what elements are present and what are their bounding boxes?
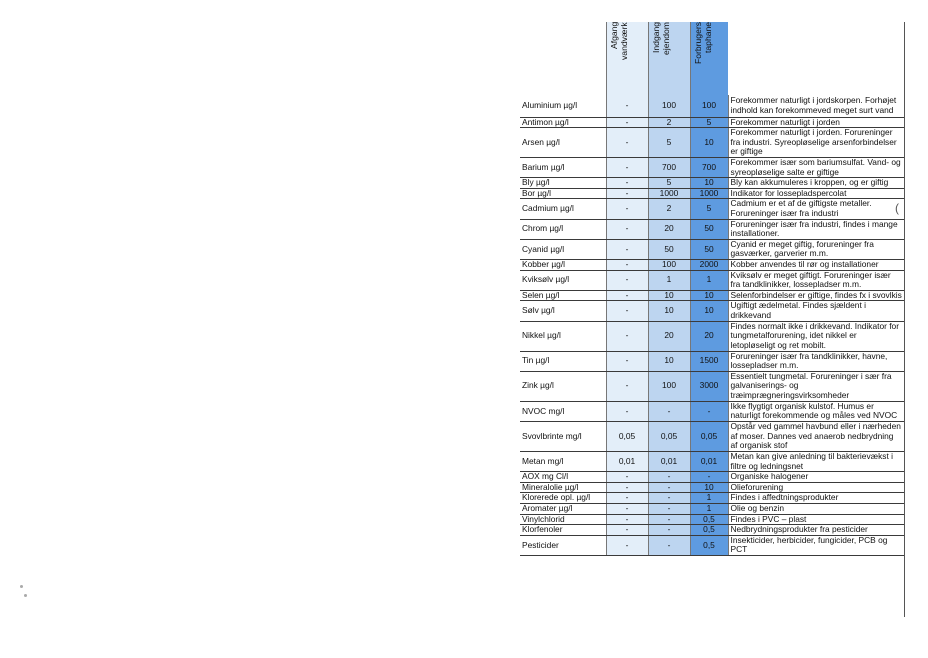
indgang-ejendom-cell: 1000 xyxy=(648,188,690,199)
table-row xyxy=(520,260,904,271)
indgang-ejendom-cell: 2 xyxy=(648,117,690,128)
afgang-vandvaerk-cell: - xyxy=(606,525,648,536)
forbrugers-taphane-cell: 10 xyxy=(690,178,728,189)
forbrugers-taphane-cell: - xyxy=(690,472,728,483)
param-cell: Nikkel µg/l xyxy=(520,321,606,351)
forbrugers-taphane-cell: 50 xyxy=(690,239,728,259)
indgang-ejendom-cell: 0,01 xyxy=(648,451,690,471)
table-row xyxy=(520,199,904,219)
afgang-vandvaerk-cell: - xyxy=(606,199,648,219)
table-row xyxy=(520,351,904,371)
note-cell: Forekommer naturligt i jorden. Forureninger fra industri. Syreopløselige arsenforbindelser er giftige xyxy=(728,128,904,158)
indgang-ejendom-cell: - xyxy=(648,482,690,493)
table-row xyxy=(520,128,904,158)
note-cell: Findes i PVC – plast xyxy=(728,514,904,525)
param-cell: Selen µg/l xyxy=(520,290,606,301)
afgang-vandvaerk-cell: - xyxy=(606,219,648,239)
forbrugers-taphane-cell: 0,01 xyxy=(690,451,728,471)
forbrugers-taphane-cell: 10 xyxy=(690,128,728,158)
afgang-vandvaerk-cell: - xyxy=(606,260,648,271)
param-cell: Klorerede opl. µg/l xyxy=(520,493,606,504)
scan-speck xyxy=(20,585,23,588)
param-cell: Tin µg/l xyxy=(520,351,606,371)
indgang-ejendom-cell: 0,05 xyxy=(648,421,690,451)
forbrugers-taphane-cell: 20 xyxy=(690,321,728,351)
note-cell: Kviksølv er meget giftigt. Forureninger især fra tandklinikker, lossepladser m.m. xyxy=(728,270,904,290)
param-cell: Cyanid µg/l xyxy=(520,239,606,259)
param-cell: Bly µg/l xyxy=(520,178,606,189)
table-row xyxy=(520,525,904,536)
param-cell: Arsen µg/l xyxy=(520,128,606,158)
forbrugers-taphane-cell: - xyxy=(690,401,728,421)
header-forbrugers-taphane: Forbrugers taphane xyxy=(690,22,728,95)
forbrugers-taphane-cell: 1 xyxy=(690,493,728,504)
table-row xyxy=(520,95,904,117)
indgang-ejendom-cell: 1 xyxy=(648,270,690,290)
table-row xyxy=(520,535,904,555)
note-cell: Findes normalt ikke i drikkevand. Indikator for tungmetalforurening, idet nikkel er letopløseligt og ret mobilt. xyxy=(728,321,904,351)
note-cell: Cadmium er et af de giftigste metaller. Forureninger især fra industri xyxy=(728,199,904,219)
param-cell: Kviksølv µg/l xyxy=(520,270,606,290)
note-cell: Olie og benzin xyxy=(728,503,904,514)
indgang-ejendom-cell: 20 xyxy=(648,219,690,239)
indgang-ejendom-cell: 50 xyxy=(648,239,690,259)
note-cell: Organiske halogener xyxy=(728,472,904,483)
param-cell: Vinylchlorid xyxy=(520,514,606,525)
param-cell: NVOC mg/l xyxy=(520,401,606,421)
forbrugers-taphane-cell: 10 xyxy=(690,301,728,321)
param-cell: Klorfenoler xyxy=(520,525,606,536)
param-cell: Cadmium µg/l xyxy=(520,199,606,219)
param-cell: Aromater µg/l xyxy=(520,503,606,514)
afgang-vandvaerk-cell: - xyxy=(606,514,648,525)
note-cell: Ugiftigt ædelmetal. Findes sjældent i drikkevand xyxy=(728,301,904,321)
scan-speck xyxy=(24,594,27,597)
table-row xyxy=(520,482,904,493)
header-note-blank xyxy=(728,22,904,95)
forbrugers-taphane-cell: 10 xyxy=(690,290,728,301)
param-cell: Bor µg/l xyxy=(520,188,606,199)
forbrugers-taphane-cell: 10 xyxy=(690,482,728,493)
table-row xyxy=(520,321,904,351)
forbrugers-taphane-cell: 0,5 xyxy=(690,535,728,555)
table-row xyxy=(520,451,904,471)
note-cell: Forekommer naturligt i jordskorpen. Forhøjet indhold kan forekommeved meget surt vand xyxy=(728,95,904,117)
afgang-vandvaerk-cell: - xyxy=(606,178,648,189)
indgang-ejendom-cell: 10 xyxy=(648,351,690,371)
indgang-ejendom-cell: 5 xyxy=(648,178,690,189)
scan-mark: ( xyxy=(895,201,899,215)
header-indgang-ejendom: Indgang ejendom xyxy=(648,22,690,95)
table-row xyxy=(520,503,904,514)
afgang-vandvaerk-cell: - xyxy=(606,158,648,178)
param-cell: Mineralolie µg/l xyxy=(520,482,606,493)
header-afgang-vandvaerk: Afgang vandværk xyxy=(606,22,648,95)
afgang-vandvaerk-cell: - xyxy=(606,117,648,128)
table-row xyxy=(520,421,904,451)
indgang-ejendom-cell: 10 xyxy=(648,301,690,321)
note-cell: Bly kan akkumuleres i kroppen, og er giftig xyxy=(728,178,904,189)
header-row xyxy=(520,22,904,95)
forbrugers-taphane-cell: 1 xyxy=(690,503,728,514)
afgang-vandvaerk-cell: - xyxy=(606,472,648,483)
note-cell: Olieforurening xyxy=(728,482,904,493)
afgang-vandvaerk-cell: - xyxy=(606,321,648,351)
forbrugers-taphane-cell: 50 xyxy=(690,219,728,239)
table-row xyxy=(520,301,904,321)
afgang-vandvaerk-cell: - xyxy=(606,95,648,117)
forbrugers-taphane-cell: 0,05 xyxy=(690,421,728,451)
note-cell: Selenforbindelser er giftige, findes fx i svovlkis xyxy=(728,290,904,301)
afgang-vandvaerk-cell: - xyxy=(606,270,648,290)
param-cell: Svovlbrinte mg/l xyxy=(520,421,606,451)
afgang-vandvaerk-cell: - xyxy=(606,401,648,421)
indgang-ejendom-cell: 10 xyxy=(648,290,690,301)
param-cell: Pesticider xyxy=(520,535,606,555)
param-cell: Sølv µg/l xyxy=(520,301,606,321)
forbrugers-taphane-cell: 2000 xyxy=(690,260,728,271)
param-cell: Chrom µg/l xyxy=(520,219,606,239)
param-cell: Aluminium µg/l xyxy=(520,95,606,117)
forbrugers-taphane-cell: 5 xyxy=(690,199,728,219)
note-cell: Metan kan give anledning til bakterievækst i filtre og ledningsnet xyxy=(728,451,904,471)
indgang-ejendom-cell: - xyxy=(648,503,690,514)
forbrugers-taphane-cell: 1 xyxy=(690,270,728,290)
water-quality-sheet xyxy=(520,22,905,617)
table-row xyxy=(520,371,904,401)
forbrugers-taphane-cell: 5 xyxy=(690,117,728,128)
table-row xyxy=(520,239,904,259)
indgang-ejendom-cell: - xyxy=(648,472,690,483)
table-row xyxy=(520,401,904,421)
note-cell: Forekommer naturligt i jorden xyxy=(728,117,904,128)
afgang-vandvaerk-cell: - xyxy=(606,188,648,199)
note-cell: Essentielt tungmetal. Forureninger i sær fra galvaniserings- og træimprægneringsvirksomheder xyxy=(728,371,904,401)
table-row xyxy=(520,514,904,525)
afgang-vandvaerk-cell: 0,01 xyxy=(606,451,648,471)
note-cell: Kobber anvendes til rør og installationer xyxy=(728,260,904,271)
note-cell: Opstår ved gammel havbund eller i nærheden af moser. Dannes ved anaerob nedbrydning af organisk stof xyxy=(728,421,904,451)
indgang-ejendom-cell: - xyxy=(648,535,690,555)
forbrugers-taphane-cell: 100 xyxy=(690,95,728,117)
param-cell: Antimon µg/l xyxy=(520,117,606,128)
indgang-ejendom-cell: 100 xyxy=(648,95,690,117)
afgang-vandvaerk-cell: - xyxy=(606,128,648,158)
param-cell: Metan mg/l xyxy=(520,451,606,471)
table-row xyxy=(520,493,904,504)
table-row xyxy=(520,188,904,199)
note-cell: Insekticider, herbicider, fungicider, PCB og PCT xyxy=(728,535,904,555)
note-cell: Forureninger især fra industri, findes i mange installationer. xyxy=(728,219,904,239)
note-cell: Forekommer især som bariumsulfat. Vand- og syreopløselige salte er giftige xyxy=(728,158,904,178)
indgang-ejendom-cell: 100 xyxy=(648,260,690,271)
afgang-vandvaerk-cell: 0,05 xyxy=(606,421,648,451)
note-cell: Indikator for lossepladspercolat xyxy=(728,188,904,199)
forbrugers-taphane-cell: 0,5 xyxy=(690,514,728,525)
table-row xyxy=(520,472,904,483)
forbrugers-taphane-cell: 1500 xyxy=(690,351,728,371)
note-cell: Forureninger især fra tandklinikker, havne, lossepladser m.m. xyxy=(728,351,904,371)
indgang-ejendom-cell: 100 xyxy=(648,371,690,401)
indgang-ejendom-cell: - xyxy=(648,493,690,504)
note-cell: Findes i affedtningsprodukter xyxy=(728,493,904,504)
afgang-vandvaerk-cell: - xyxy=(606,290,648,301)
indgang-ejendom-cell: - xyxy=(648,525,690,536)
table-row xyxy=(520,219,904,239)
afgang-vandvaerk-cell: - xyxy=(606,239,648,259)
param-cell: Barium µg/l xyxy=(520,158,606,178)
forbrugers-taphane-cell: 1000 xyxy=(690,188,728,199)
table-row xyxy=(520,158,904,178)
note-cell: Nedbrydningsprodukter fra pesticider xyxy=(728,525,904,536)
indgang-ejendom-cell: 2 xyxy=(648,199,690,219)
header-blank xyxy=(520,22,606,95)
water-quality-table xyxy=(520,22,904,556)
indgang-ejendom-cell: - xyxy=(648,401,690,421)
afgang-vandvaerk-cell: - xyxy=(606,535,648,555)
indgang-ejendom-cell: - xyxy=(648,514,690,525)
afgang-vandvaerk-cell: - xyxy=(606,351,648,371)
indgang-ejendom-cell: 20 xyxy=(648,321,690,351)
indgang-ejendom-cell: 5 xyxy=(648,128,690,158)
forbrugers-taphane-cell: 700 xyxy=(690,158,728,178)
indgang-ejendom-cell: 700 xyxy=(648,158,690,178)
table-row xyxy=(520,290,904,301)
forbrugers-taphane-cell: 3000 xyxy=(690,371,728,401)
afgang-vandvaerk-cell: - xyxy=(606,493,648,504)
table-body xyxy=(520,95,904,555)
table-row xyxy=(520,178,904,189)
param-cell: Kobber µg/l xyxy=(520,260,606,271)
param-cell: AOX mg Cl/l xyxy=(520,472,606,483)
afgang-vandvaerk-cell: - xyxy=(606,482,648,493)
afgang-vandvaerk-cell: - xyxy=(606,371,648,401)
note-cell: Cyanid er meget giftig, forureninger fra gasværker, garverier m.m. xyxy=(728,239,904,259)
param-cell: Zink µg/l xyxy=(520,371,606,401)
afgang-vandvaerk-cell: - xyxy=(606,301,648,321)
table-row xyxy=(520,117,904,128)
afgang-vandvaerk-cell: - xyxy=(606,503,648,514)
forbrugers-taphane-cell: 0,5 xyxy=(690,525,728,536)
table-row xyxy=(520,270,904,290)
note-cell: Ikke flygtigt organisk kulstof. Humus er naturligt forekommende og måles ved NVOC xyxy=(728,401,904,421)
